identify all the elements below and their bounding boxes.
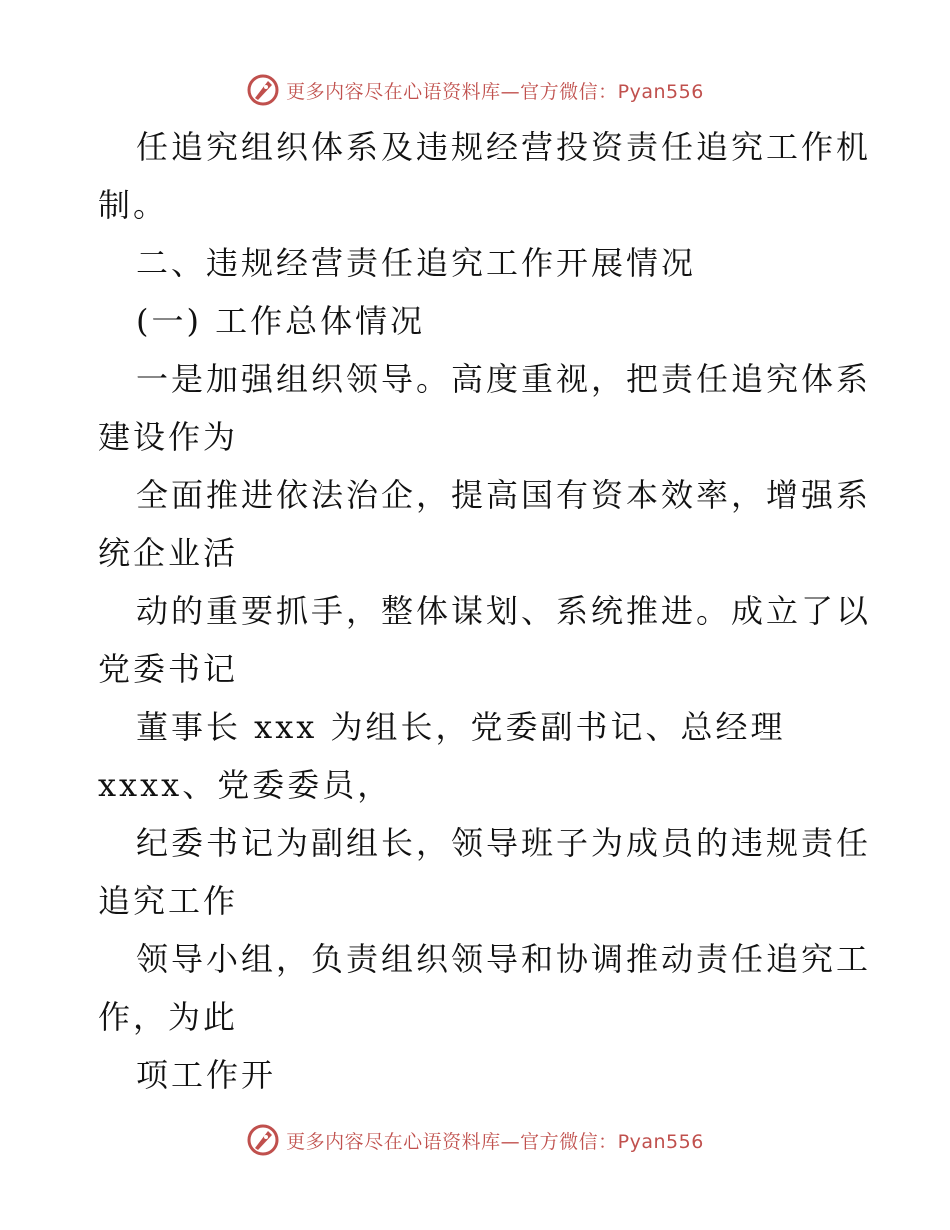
text-line: 作，为此: [98, 998, 239, 1036]
footer-banner: [0, 1120, 950, 1160]
text-line: 建设作为: [98, 418, 239, 456]
text-line: 任追究组织体系及违规经营投资责任追究工作机: [136, 128, 872, 166]
text-line: 统企业活: [98, 534, 239, 572]
footer-banner-text: 更多内容尽在心语资料库—官方微信：Pyan556: [286, 1130, 704, 1153]
text-line: 追究工作: [98, 882, 239, 920]
text-line: 党委书记: [98, 650, 239, 688]
text-line: 制。: [98, 186, 169, 224]
header-banner: [0, 70, 950, 110]
pen-nib-circle-icon: [246, 73, 280, 107]
subsection-heading: (一) 工作总体情况: [136, 302, 426, 340]
text-line: 项工作开: [136, 1056, 277, 1094]
header-banner-text: 更多内容尽在心语资料库—官方微信：Pyan556: [286, 80, 704, 103]
section-heading: 二、违规经营责任追究工作开展情况: [136, 244, 697, 282]
text-line: 一是加强组织领导。高度重视，把责任追究体系: [136, 360, 872, 398]
text-line: 领导小组，负责组织领导和协调推动责任追究工: [136, 940, 872, 978]
pen-nib-circle-icon: [246, 1123, 280, 1157]
text-line: 纪委书记为副组长，领导班子为成员的违规责任: [136, 824, 872, 862]
text-line: 动的重要抓手，整体谋划、系统推进。成立了以: [136, 592, 872, 630]
text-line: 全面推进依法治企，提高国有资本效率，增强系: [136, 476, 872, 514]
document-body: [98, 118, 872, 1104]
text-line: 董事长 xxx 为组长，党委副书记、总经理: [136, 708, 786, 746]
text-line: xxxx、党委委员，: [98, 766, 393, 804]
